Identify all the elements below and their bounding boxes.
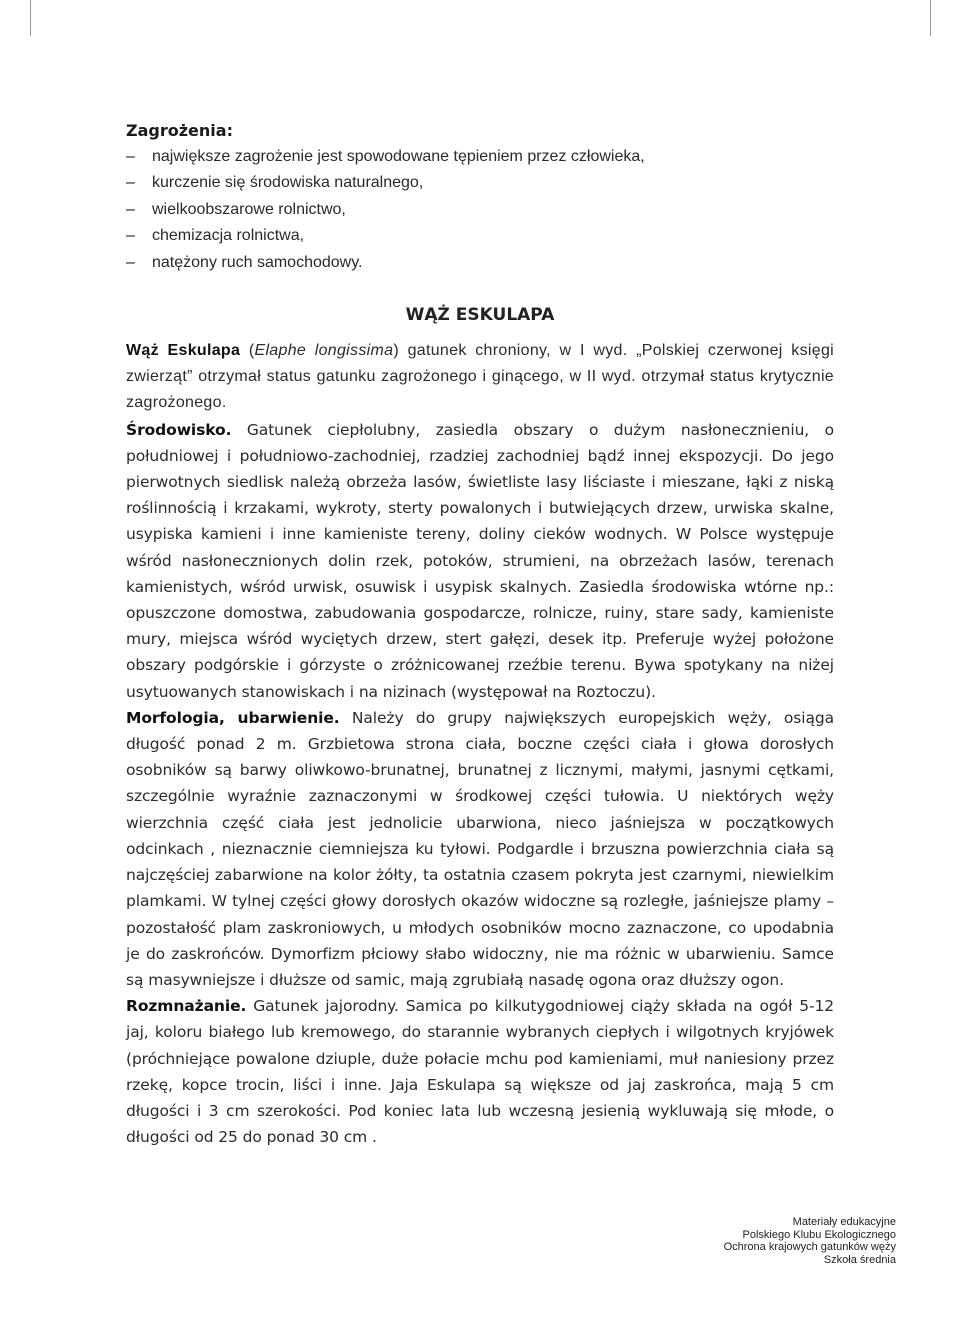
intro-paragraph <box>126 338 834 417</box>
document-page <box>126 118 834 1150</box>
morphology-paragraph <box>126 705 834 993</box>
environment-paragraph <box>126 417 834 705</box>
list-item-text: chemizacja rolnictwa, <box>152 227 305 245</box>
threats-title: Zagrożenia: <box>126 121 233 140</box>
morphology-label: Morfologia, ubarwienie. <box>126 708 340 727</box>
dash-bullet: – <box>126 253 135 271</box>
list-item-text: natężony ruch samochodowy. <box>152 253 363 271</box>
footer <box>724 1216 896 1266</box>
footer-line: Szkoła średnia <box>823 1253 896 1266</box>
dash-bullet: – <box>126 200 135 218</box>
dash-bullet: – <box>126 148 135 165</box>
intro-text: ) gatunek chroniony, w I wyd. „Polskiej czerwonej księgi zwierząt” otrzymał status gatunku zagrożonego i ginącego, w II wyd. otrzymał status krytycznie zagrożonego. <box>126 342 834 412</box>
paren-open: ( <box>240 342 255 360</box>
reproduction-label: Rozmnażanie. <box>126 997 247 1016</box>
list-item-text: wielkoobszarowe rolnictwo, <box>152 200 346 218</box>
list-item <box>126 197 834 223</box>
reproduction-text: Gatunek jajorodny. Samica po kilkutygodniowej ciąży składa na ogół 5-12 jaj, koloru białego lub kremowego, do starannie wybranych ciepłych i wilgotnych kryjówek (próchniejące powalone dziuple, duże połacie mchu pod kamieniami, muł naniesiony przez rzekę, kopce trocin, liści i inne. Jaja Eskulapa są większe od jaj zaskrońca, mają 5 cm długości i 3 cm szerokości. Pod koniec lata lub wczesną jesienią wykluwają się młode, o długości od 25 do ponad 30 cm . <box>126 997 834 1147</box>
dash-bullet: – <box>126 174 135 192</box>
footer-line: Ochrona krajowych gatunków węży <box>723 1241 896 1254</box>
list-item <box>126 250 834 276</box>
crop-mark-right <box>930 0 931 36</box>
species-name: Wąż Eskulapa <box>126 342 241 360</box>
list-item <box>126 170 834 196</box>
list-item-text: kurczenie się środowiska naturalnego, <box>152 174 424 192</box>
environment-label: Środowisko. <box>126 420 232 439</box>
environment-text: Gatunek ciepłolubny, zasiedla obszary o dużym nasłonecznieniu, o południowej i południowo-zachodniej, rzadziej zachodniej bądź innej ekspozycji. Do jego pierwotnych siedlisk należą obrzeża lasów, świetliste lasy liściaste i mieszane, łąki z niską roślinnością i krzakami, wykroty, sterty powalonych i butwiejących drzew, urwiska skalne, usypiska kamieni i inne kamieniste tereny, doliny cieków wodnych. W Polsce występuje wśród nasłonecznionych dolin rzek, potoków, strumieni, na obrzeżach lasów, terenach kamienistych, wśród urwisk, osuwisk i usypisk skalnych. Zasiedla środowiska wtórne np.: opuszczone domostwa, zabudowania gospodarcze, rolnicze, ruiny, stare sady, kamieniste mury, miejsca wśród wyciętych drzew, stert gałęzi, desek itp. Preferuje wyżej położone obszary podgórskie i górzyste o zróżnicowanej rzeźbie terenu. Bywa spotykany na niżej usytuowanych stanowiskach i na nizinach (występował na Roztoczu). <box>126 420 834 701</box>
list-item-text: największe zagrożenie jest spowodowane tępieniem przez człowieka, <box>152 148 645 165</box>
list-item <box>126 223 834 249</box>
list-item <box>126 144 834 170</box>
threats-list <box>126 144 834 276</box>
morphology-text: Należy do grupy największych europejskich węży, osiąga długość ponad 2 m. Grzbietowa strona ciała, boczne części ciała i głowa dorosłych osobników są barwy oliwkowo-brunatnej, brunatnej z licznymi, małymi, jasnymi cętkami, szczególnie wyraźnie zaznaczonymi w środkowej części tułowia. U niektórych węży wierzchnia część ciała jest jednolicie ubarwiona, nieco jaśniejsza w początkowych odcinkach , nieznacznie ciemniejsza ku tyłowi. Podgardle i brzuszna powierzchnia ciała są najczęściej zabarwione na kolor żółty, ta ostatnia czasem pokryta jest czarnymi, niewielkim plamkami. W tylnej części głowy dorosłych okazów widoczne są rozległe, jaśniejsze plamy – pozostałość plam zaskroniowych, u młodych osobników mocno zaznaczone, co upodabnia je do zaskrońców. Dymorfizm płciowy słabo widoczny, nie ma różnic w ubarwieniu. Samce są masywniejsze i dłuższe od samic, mają zgrubiałą nasadę ogona oraz dłuższy ogon. <box>126 708 834 989</box>
dash-bullet: – <box>126 227 135 245</box>
crop-mark-left <box>30 0 31 36</box>
latin-name: Elaphe longissima <box>254 342 394 360</box>
species-heading: WĄŻ ESKULAPA <box>405 305 555 326</box>
footer-line: Polskiego Klubu Ekologicznego <box>742 1228 896 1241</box>
reproduction-paragraph <box>126 993 834 1150</box>
footer-line: Materiały edukacyjne <box>792 1216 896 1228</box>
